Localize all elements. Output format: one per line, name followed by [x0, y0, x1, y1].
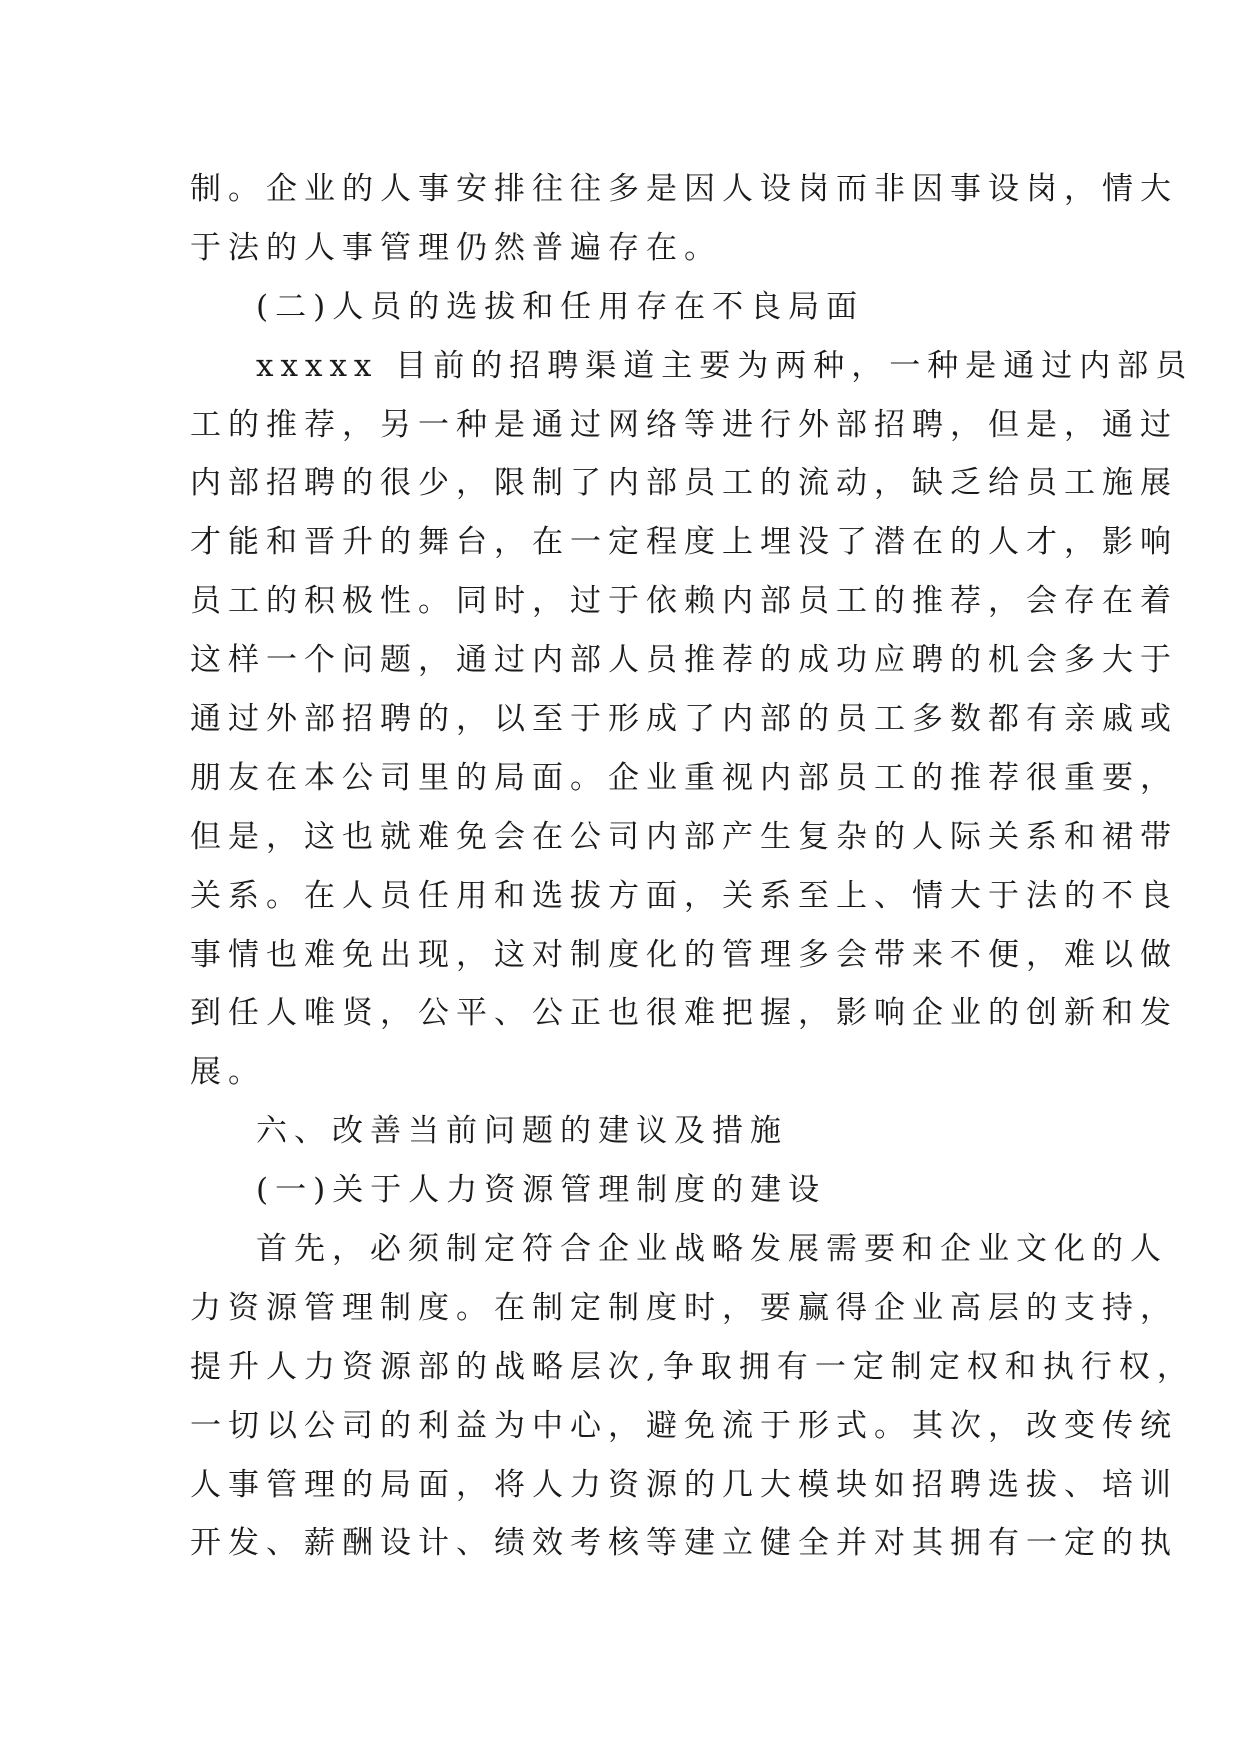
paragraph-line: 力资源管理制度。在制定制度时，要赢得企业高层的支持，	[190, 1289, 1178, 1326]
paragraph-line: 才能和晋升的舞台，在一定程度上埋没了潜在的人才，影响	[190, 524, 1178, 561]
paragraph-line: 这样一个问题，通过内部人员推荐的成功应聘的机会多大于	[190, 642, 1178, 679]
paragraph-line: 制。企业的人事安排往往多是因人设岗而非因事设岗，情大	[190, 171, 1178, 207]
paragraph-line: 开发、薪酬设计、绩效考核等建立健全并对其拥有一定的执	[190, 1525, 1178, 1562]
section-heading: 六、改善当前问题的建议及措施	[256, 1113, 788, 1150]
paragraph-line: 于法的人事管理仍然普遍存在。	[190, 229, 722, 266]
paragraph-line: 工的推荐，另一种是通过网络等进行外部招聘，但是，通过	[190, 406, 1178, 443]
paragraph-line: 通过外部招聘的，以至于形成了内部的员工多数都有亲戚或	[190, 701, 1178, 738]
section-heading: (二)人员的选拔和任用存在不良局面	[256, 288, 865, 325]
paragraph-line: 朋友在本公司里的局面。企业重视内部员工的推荐很重要，	[190, 759, 1178, 796]
paragraph-line: 人事管理的局面，将人力资源的几大模块如招聘选拔、培训	[190, 1466, 1178, 1503]
paragraph-line: 员工的积极性。同时，过于依赖内部员工的推荐，会存在着	[190, 583, 1178, 620]
paragraph-line: 关系。在人员任用和选拔方面，关系至上、情大于法的不良	[190, 877, 1178, 914]
paragraph-line: 但是，这也就难免会在公司内部产生复杂的人际关系和裙带	[190, 818, 1178, 855]
document-body	[190, 160, 1195, 1573]
paragraph-line: 提升人力资源部的战略层次,争取拥有一定制定权和执行权，	[190, 1348, 1195, 1385]
paragraph-line: xxxxx 目前的招聘渠道主要为两种，一种是通过内部员	[256, 347, 1194, 384]
paragraph-line: 展。	[190, 1054, 266, 1091]
paragraph-line: 首先，必须制定符合企业战略发展需要和企业文化的人	[256, 1231, 1168, 1268]
subsection-heading: (一)关于人力资源管理制度的建设	[256, 1172, 827, 1209]
paragraph-line: 到任人唯贤，公平、公正也很难把握，影响企业的创新和发	[190, 995, 1178, 1032]
paragraph-line: 一切以公司的利益为中心，避免流于形式。其次，改变传统	[190, 1407, 1178, 1444]
paragraph-line: 事情也难免出现，这对制度化的管理多会带来不便，难以做	[190, 936, 1178, 973]
paragraph-line: 内部招聘的很少，限制了内部员工的流动，缺乏给员工施展	[190, 465, 1178, 502]
